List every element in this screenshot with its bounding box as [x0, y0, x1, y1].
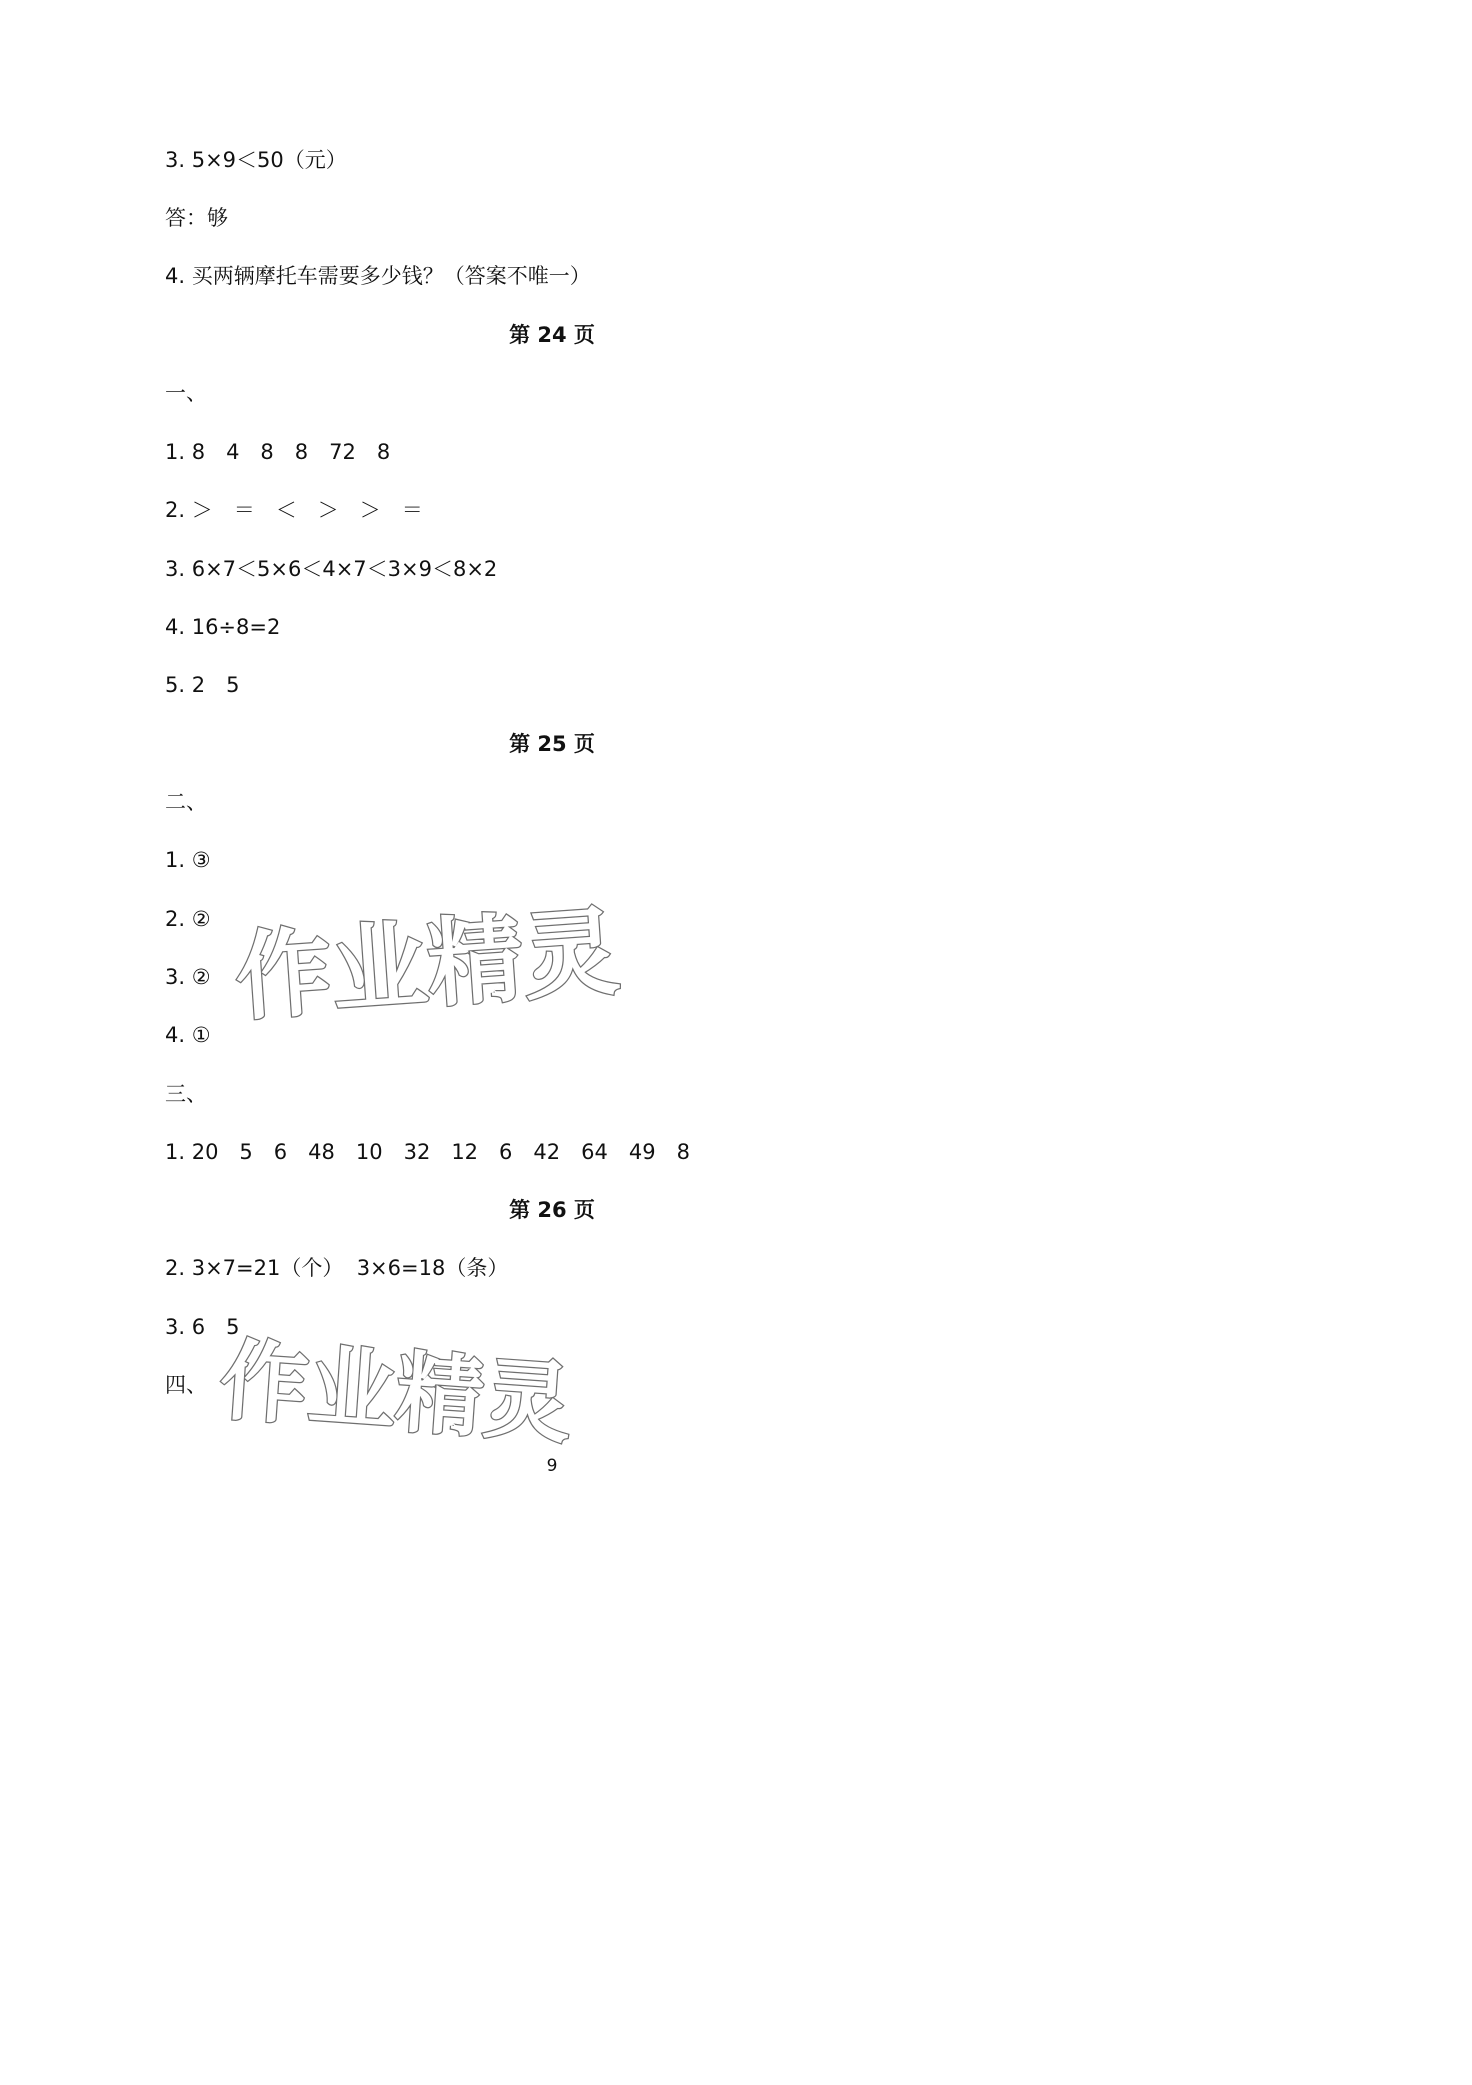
section-label: 四、: [165, 1373, 207, 1397]
answer-line: 3. 6×7＜5×6＜4×7＜3×9＜8×2: [165, 557, 498, 581]
answer-line: 1. ③: [165, 848, 211, 872]
watermark-text: 作业精灵: [216, 1328, 576, 1456]
page-heading-24: 第 24 页: [509, 323, 595, 347]
answer-line: 2. ②: [165, 907, 211, 931]
answer-line: 3. ②: [165, 965, 211, 989]
answer-line: 3. 5×9＜50（元）: [165, 148, 347, 172]
page-number: 9: [546, 1456, 558, 1476]
page-heading-26: 第 26 页: [509, 1198, 595, 1222]
answer-line: 4. ①: [165, 1023, 211, 1047]
answer-line: 1. 20 5 6 48 10 32 12 6 42 64 49 8: [165, 1140, 690, 1164]
section-label: 三、: [165, 1082, 207, 1106]
section-label: 二、: [165, 790, 207, 814]
answer-line: 5. 2 5: [165, 673, 240, 697]
page-heading-25: 第 25 页: [509, 732, 595, 756]
answer-line: 2. ＞ ＝ ＜ ＞ ＞ ＝: [165, 498, 423, 522]
answer-line: 3. 6 5: [165, 1315, 240, 1339]
section-label: 一、: [165, 381, 207, 405]
answer-line: 2. 3×7=21（个） 3×6=18（条）: [165, 1256, 509, 1280]
answer-line: 4. 买两辆摩托车需要多少钱？（答案不唯一）: [165, 264, 591, 288]
watermark-logo: [210, 1325, 650, 1460]
answer-line: 答：够: [165, 206, 228, 230]
answer-line: 4. 16÷8=2: [165, 615, 281, 639]
watermark-logo: [225, 885, 655, 1035]
answer-line: 1. 8 4 8 8 72 8: [165, 440, 391, 464]
watermark-text: 作业精灵: [231, 895, 623, 1035]
